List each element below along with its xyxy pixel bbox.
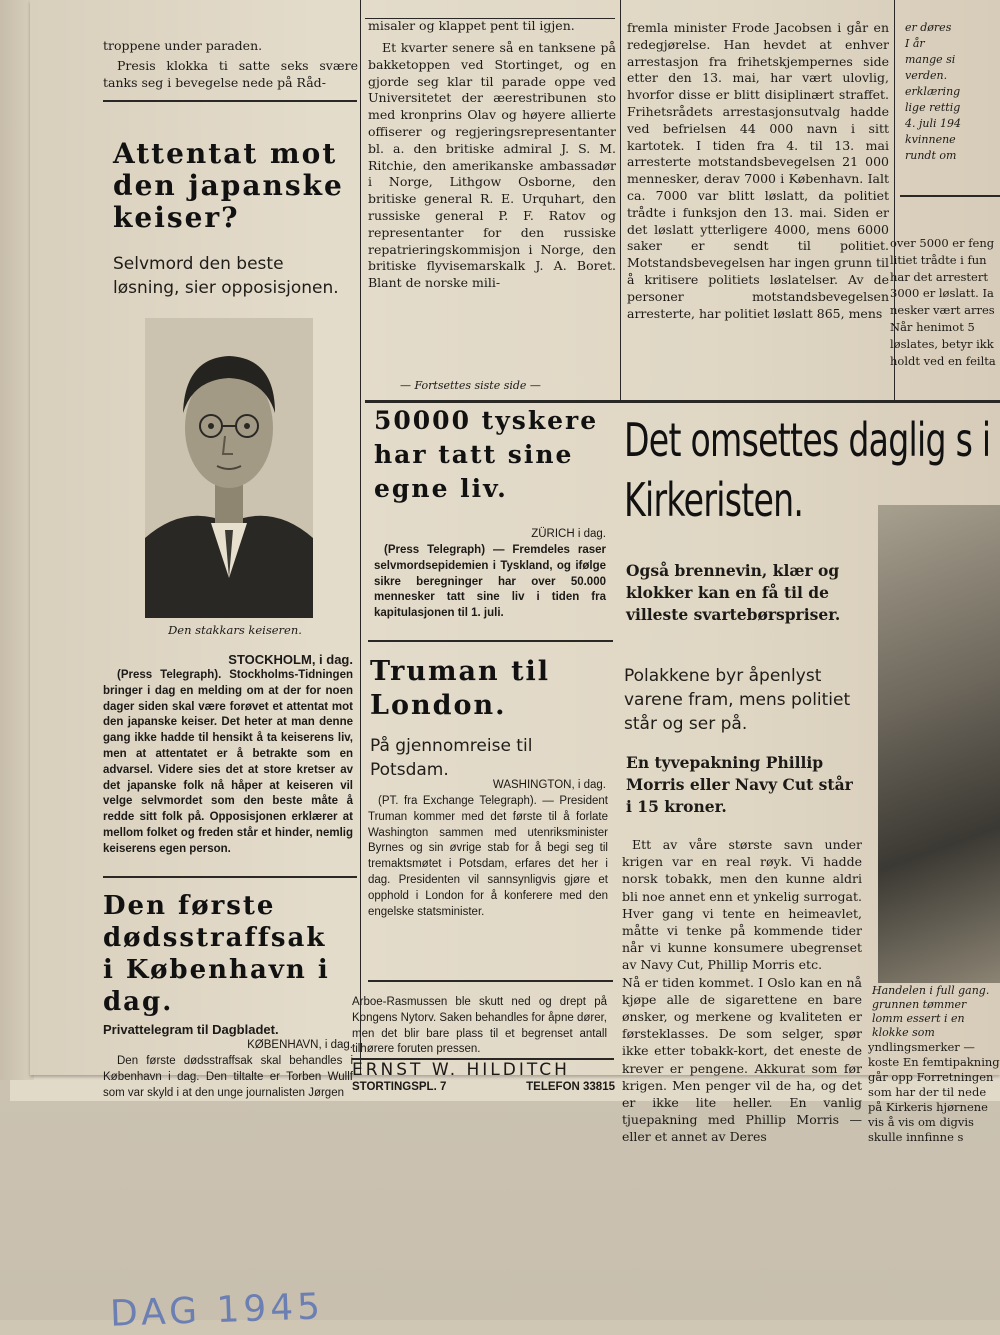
dodsstraff-headline: Den første dødsstraffsak i København i dag.	[103, 891, 330, 1017]
handwritten-note: DAG 1945	[109, 1286, 325, 1335]
attentat-body: (Press Telegraph). Stockholms-Tidningen bringer i dag en melding om at der for noen dager siden skal være forøvet et attentat mot den japanske keiser. Det heter at man denne gang ikke hadde til hensikt å ta keiserens liv, men at attentatet er å betrakte som en advarsel. Videre sies det at store kretser av det japanske folk nå håper at keiseren vil velge selvmordet som den beste måte å redde sitt folk på. Opposisjonen erklærer at mellom folket og freden står et hinder, nemlig keiserens egen person.	[103, 669, 353, 855]
col1-top-text-b: Presis klokka ti satte seks svære tanks seg i bevegelse nede på Råd-	[103, 58, 358, 90]
attentat-dateline: STOCKHOLM, i dag.	[228, 652, 353, 667]
col2-article-text: Et kvarter senere så en tanksene på bakketoppen ved Stortinget, og en gjorde seg klar til parade oppe ved Universitetet der æerestribunen sto med kronprins Olav og høyere allierte offiserer og regjeringsrepresentanter bl. a. den britiske admiral J. S. M. Ritchie, den amerikanske ambassadør i Norge, Lithgow Osborne, den britiske general R. E. Urquhart, den russiske general P. F. Ratov og representanter for den russiske repatrieringskommisjon i Norge, den britiske flyvisemarskalk J. A. Boret. Blant de norske mili-	[368, 40, 616, 291]
kirkeristen-right-col: yndlingsmerker — koste En femtipakning går opp Forretningen som har der til nede på Kirkeris hjørnene vis å vis om digvis skulle innfinne s	[868, 1040, 1000, 1144]
col4-box-text: er døres I år mange si verden. erklæring lige rettig 4. juli 194 kvinnene rundt om	[905, 21, 962, 162]
tyskere-body: (Press Telegraph) — Fremdeles raser selvmordsepidemien i Tyskland, og ifølge sikre beregninger har over 50.000 mennesker tatt sine liv i tiden fra kapitulasjonen til 1. juli.	[374, 544, 606, 620]
col3-article-text: fremla minister Frode Jacobsen i går en redegjørelse. Han hevdet at enhver arrestasjon fra frihetskjempernes side etter den 13. mai, har vært ulovlig, hvorfor disse er blitt disiplinært straffet. Frihetsrådets arrestasjonsutvalg hadde ved befrielsen 44 000 navn i sitt kartotek. I tiden fra 4. til 13. mai arresterte motstandsbevegelsen 21 000 mennesker, derav 7000 i København. Ialt ca. 7000 var blitt løslatt, da politiet trådte i funksjon den 13. mai. Siden er det løslatt ytterligere 4000, mens 6000 saker er sendt til politiet. Motstandsbevegelsen har ingen grunn til å kritisere politiets løslatelser. Av de personer motstandsbevegelsen arresterte, har politiet løslatt 865, mens	[627, 20, 889, 321]
kirkeristen-headline: Det omsettes daglig s i Kirkeristen.	[624, 413, 991, 527]
hilditch-ad	[352, 1058, 614, 1080]
truman-body: (PT. fra Exchange Telegraph). — President Truman kommer med det første til å forlate Washington sammen med utenriksminister Byrnes og sin øvrige stab for å begi seg til tremaktsmøtet i Potsdam, erfares det her i dag. Presidenten vil sannsynligvis gjøre et opphold i London for å konferere med den engelske statsminister.	[368, 795, 608, 918]
col4-box-rule	[900, 195, 1000, 197]
truman-headline: Truman til London.	[370, 656, 551, 721]
ad-company-name: ERNST W. HILDITCH	[352, 1060, 570, 1080]
ad-phone: TELEFON 33815	[526, 1081, 615, 1093]
portrait-illustration	[145, 318, 313, 618]
truman-bottom-rule	[368, 980, 613, 982]
tyskere-bottom-rule	[368, 640, 613, 642]
col2-top-line: misaler og klappet pent til igjen.	[368, 18, 575, 33]
col-divider-1	[360, 0, 361, 1075]
market-photo-caption: Handelen i full gang. grunnen tømmer lomm essert i en klokke som	[872, 984, 990, 1039]
torn-paper-edge	[0, 0, 34, 1080]
dodsstraff-body: Den første dødsstraffsak skal behandles i København i dag. Den tiltalte er Torben Wullf som var skyld i at den unge journalisten Jørgen	[103, 1055, 353, 1099]
dodsstraff-kicker: Privattelegram til Dagbladet.	[103, 1022, 279, 1037]
col1-top-text-a: troppene under paraden.	[103, 38, 263, 53]
kirkeristen-subhead: Polakkene byr åpenlyst varene fram, mens politiet står og ser på.	[624, 666, 851, 734]
kirkeristen-deck2: En tyvepakning Phillip Morris eller Navy Cut står i 15 kroner.	[626, 753, 853, 816]
mid-horizontal-rule	[365, 400, 1000, 403]
dodsstraff-dateline: KØBENHAVN, i dag.	[247, 1039, 353, 1051]
tyskere-headline: 50000 tyskere har tatt sine egne liv.	[374, 406, 599, 503]
col1-rule	[103, 100, 357, 102]
truman-dateline: WASHINGTON, i dag.	[492, 779, 606, 791]
photo-caption: Den stakkars keiseren.	[168, 623, 302, 637]
tyskere-dateline: ZÜRICH i dag.	[531, 528, 606, 540]
market-photo	[878, 505, 1000, 983]
attentat-headline: Attentat mot den japanske keiser?	[113, 137, 344, 234]
emperor-portrait-photo	[145, 318, 313, 618]
ad-address: STORTINGSPL. 7	[352, 1081, 447, 1093]
col-divider-2	[620, 0, 621, 400]
arboe-body: Arboe-Rasmussen ble skutt ned og drept på Kongens Nytorv. Saken behandles for åpne dører, men det blir bare plass til et begrenset antall tilhørere foruten pressen.	[352, 996, 607, 1056]
kirkeristen-deck1: Også brennevin, klær og klokker kan en få til de villeste svartebørspriser.	[626, 561, 841, 624]
truman-subhead: På gjennomreise til Potsdam.	[370, 736, 533, 780]
attentat-bottom-rule	[103, 876, 357, 878]
col2-continued-note: — Fortsettes siste side —	[400, 379, 541, 392]
attentat-subhead: Selvmord den beste løsning, sier opposisjonen.	[113, 254, 339, 298]
kirkeristen-body: Ett av våre største savn under krigen var en real røyk. Vi hadde norsk tobakk, men den kunne aldri bli noe annet enn et ynkelig surrogat. Hver gang vi tente en heimeavlet, måtte vi tenke på kommende tider når vi kunne konsumere ubegrenset av Navy Cut, Phillip Morris etc. Nå er tiden kommet. I Oslo kan en nå kjøpe alle de sigarettene en bare ønsker, og merkene og kvaliteten er førsteklasses. De som selger, spør ikke etter tobakk-kort, det eneste de krever er pengene. Akkurat som før krigen. Men penger vil de ha, og det er ikke lite heller. En vanlig tjuepakning med Phillip Morris — eller et annet av Deres	[622, 837, 862, 1145]
col4-article-text: over 5000 er feng litiet trådte i fun har det arrestert 3000 er løslatt. Ia nesker vært arres Når henimot 5 løslates, betyr ikk holdt ved en feilta	[890, 236, 996, 368]
